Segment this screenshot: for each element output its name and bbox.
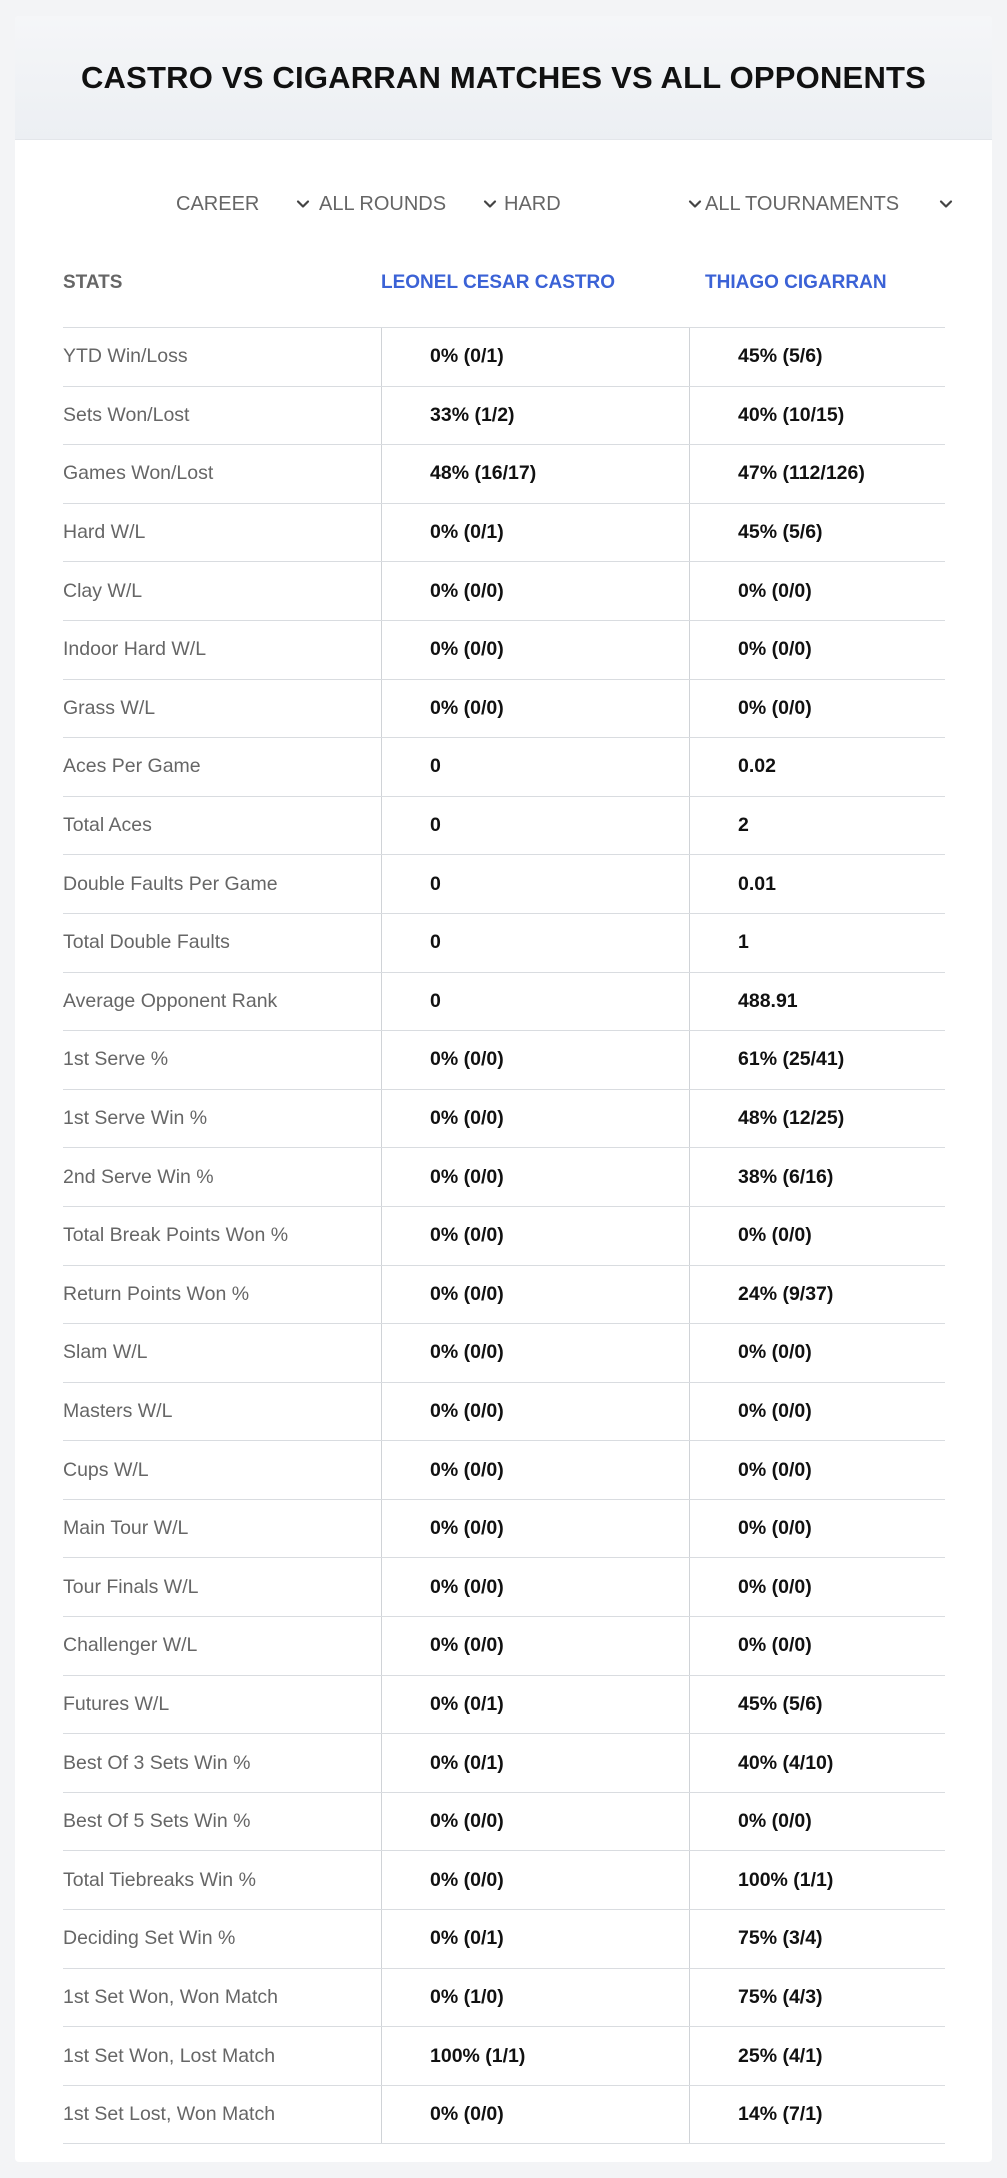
player2-stat-value: 14% (7/1)	[689, 2086, 945, 2144]
player1-stat-value: 0% (0/0)	[381, 1148, 689, 1206]
stat-label: Masters W/L	[63, 1399, 173, 1422]
player2-stat-value: 47% (112/126)	[689, 445, 945, 503]
stat-label: Best Of 5 Sets Win %	[63, 1810, 251, 1833]
table-row	[63, 621, 945, 680]
stat-label: Indoor Hard W/L	[63, 638, 207, 661]
player2-stat-value: 2	[689, 797, 945, 855]
player2-stat-value: 1	[689, 914, 945, 972]
chevron-down-icon	[481, 195, 499, 213]
table-row	[63, 1793, 945, 1852]
table-header	[63, 244, 945, 328]
table-row	[63, 1500, 945, 1559]
stat-label: Slam W/L	[63, 1341, 148, 1364]
table-row	[63, 1031, 945, 1090]
stat-label: Games Won/Lost	[63, 462, 214, 485]
player2-stat-value: 0% (0/0)	[689, 1324, 945, 1382]
player1-stat-value: 0% (0/1)	[381, 504, 689, 562]
stat-label: Tour Finals W/L	[63, 1575, 199, 1598]
stat-label: Grass W/L	[63, 696, 156, 719]
stat-label: Total Aces	[63, 814, 152, 837]
stats-column-header: STATS	[63, 272, 123, 293]
stat-label: Clay W/L	[63, 579, 143, 602]
player2-stat-value: 0% (0/0)	[689, 562, 945, 620]
player2-stat-value: 75% (3/4)	[689, 1910, 945, 1968]
table-row	[63, 1617, 945, 1676]
player2-stat-value: 100% (1/1)	[689, 1851, 945, 1909]
player1-stat-value: 33% (1/2)	[381, 387, 689, 445]
player1-stat-value: 0% (0/0)	[381, 1031, 689, 1089]
stat-label: 1st Set Won, Lost Match	[63, 2044, 276, 2067]
stat-label: Cups W/L	[63, 1458, 149, 1481]
table-row	[63, 1441, 945, 1500]
filter-period-select[interactable]	[176, 184, 312, 224]
table-row	[63, 1266, 945, 1325]
stat-label: YTD Win/Loss	[63, 345, 188, 368]
table-row	[63, 1148, 945, 1207]
player1-stat-value: 0	[381, 797, 689, 855]
table-row	[63, 1969, 945, 2028]
table-row	[63, 1383, 945, 1442]
chevron-down-icon	[937, 195, 955, 213]
filter-bar	[15, 184, 992, 224]
player1-stat-value: 0% (0/0)	[381, 1617, 689, 1675]
stat-label: Total Break Points Won %	[63, 1224, 289, 1247]
filter-period-value: CAREER	[176, 192, 260, 215]
table-row	[63, 1734, 945, 1793]
player2-stat-value: 0.01	[689, 855, 945, 913]
table-body	[63, 328, 945, 2144]
player2-stat-value: 48% (12/25)	[689, 1090, 945, 1148]
player2-stat-value: 0% (0/0)	[689, 1207, 945, 1265]
player2-stat-value: 75% (4/3)	[689, 1969, 945, 2027]
player1-stat-value: 0% (0/1)	[381, 1734, 689, 1792]
player1-stat-value: 100% (1/1)	[381, 2027, 689, 2085]
stat-label: Best Of 3 Sets Win %	[63, 1751, 251, 1774]
player2-stat-value: 45% (5/6)	[689, 1676, 945, 1734]
stat-label: Average Opponent Rank	[63, 989, 278, 1012]
filter-surface-select[interactable]	[504, 184, 704, 224]
player2-stat-value: 0% (0/0)	[689, 1500, 945, 1558]
table-row	[63, 1207, 945, 1266]
player1-stat-value: 0	[381, 914, 689, 972]
table-row	[63, 680, 945, 739]
stat-label: 2nd Serve Win %	[63, 1165, 214, 1188]
table-row	[63, 1324, 945, 1383]
stat-label: 1st Serve %	[63, 1048, 169, 1071]
player2-column-header[interactable]: THIAGO CIGARRAN	[705, 272, 887, 293]
player1-stat-value: 0	[381, 738, 689, 796]
table-row	[63, 973, 945, 1032]
player1-stat-value: 0% (0/0)	[381, 621, 689, 679]
player1-stat-value: 0% (0/1)	[381, 1910, 689, 1968]
stat-label: 1st Set Lost, Won Match	[63, 2103, 276, 2126]
player2-stat-value: 0% (0/0)	[689, 1441, 945, 1499]
stat-label: Futures W/L	[63, 1692, 170, 1715]
player2-stat-value: 25% (4/1)	[689, 2027, 945, 2085]
player2-stat-value: 488.91	[689, 973, 945, 1031]
filter-tournament-select[interactable]	[705, 184, 955, 224]
table-row	[63, 914, 945, 973]
player1-stat-value: 0% (0/1)	[381, 328, 689, 386]
stat-label: Double Faults Per Game	[63, 872, 278, 895]
table-row	[63, 2027, 945, 2086]
player2-stat-value: 61% (25/41)	[689, 1031, 945, 1089]
stat-label: Aces Per Game	[63, 755, 201, 778]
player2-stat-value: 40% (10/15)	[689, 387, 945, 445]
stat-label: Total Tiebreaks Win %	[63, 1868, 256, 1891]
table-row	[63, 797, 945, 856]
page-header	[15, 16, 992, 140]
stat-label: Return Points Won %	[63, 1282, 250, 1305]
stat-label: Hard W/L	[63, 521, 146, 544]
player2-stat-value: 45% (5/6)	[689, 328, 945, 386]
filter-surface-value: HARD	[504, 192, 561, 215]
stats-card	[15, 16, 992, 2162]
player1-stat-value: 0% (0/0)	[381, 1558, 689, 1616]
player1-stat-value: 0% (0/0)	[381, 2086, 689, 2144]
player1-stat-value: 0% (0/0)	[381, 562, 689, 620]
filter-round-select[interactable]	[319, 184, 499, 224]
player1-stat-value: 0% (0/0)	[381, 1383, 689, 1441]
player1-stat-value: 0% (0/0)	[381, 1324, 689, 1382]
page-title: CASTRO VS CIGARRAN MATCHES VS ALL OPPONENTS	[80, 59, 927, 95]
filter-round-value: ALL ROUNDS	[319, 192, 447, 215]
table-row	[63, 1676, 945, 1735]
stat-label: Deciding Set Win %	[63, 1927, 236, 1950]
player1-stat-value: 0% (0/0)	[381, 1441, 689, 1499]
player2-stat-value: 0% (0/0)	[689, 621, 945, 679]
player1-stat-value: 0% (0/0)	[381, 1500, 689, 1558]
filter-tournament-value: ALL TOURNAMENTS	[705, 192, 900, 215]
player1-stat-value: 0% (0/0)	[381, 1851, 689, 1909]
stat-label: 1st Serve Win %	[63, 1107, 208, 1130]
player1-stat-value: 0	[381, 973, 689, 1031]
player2-stat-value: 0% (0/0)	[689, 680, 945, 738]
stats-table	[63, 244, 945, 2144]
player1-stat-value: 0% (0/0)	[381, 1207, 689, 1265]
player1-stat-value: 0% (0/0)	[381, 680, 689, 738]
chevron-down-icon	[686, 195, 704, 213]
table-row	[63, 738, 945, 797]
table-row	[63, 1851, 945, 1910]
player2-stat-value: 0% (0/0)	[689, 1558, 945, 1616]
table-row	[63, 387, 945, 446]
table-row	[63, 1558, 945, 1617]
chevron-down-icon	[294, 195, 312, 213]
stat-label: Main Tour W/L	[63, 1517, 189, 1540]
stat-label: 1st Set Won, Won Match	[63, 1985, 278, 2008]
player2-stat-value: 0% (0/0)	[689, 1383, 945, 1441]
player2-stat-value: 0% (0/0)	[689, 1617, 945, 1675]
table-row	[63, 562, 945, 621]
player1-stat-value: 0% (0/1)	[381, 1676, 689, 1734]
table-row	[63, 1090, 945, 1149]
player2-stat-value: 0.02	[689, 738, 945, 796]
stat-label: Total Double Faults	[63, 931, 230, 954]
player2-stat-value: 0% (0/0)	[689, 1793, 945, 1851]
table-row	[63, 1910, 945, 1969]
table-row	[63, 445, 945, 504]
table-row	[63, 855, 945, 914]
player1-stat-value: 0% (0/0)	[381, 1090, 689, 1148]
player1-stat-value: 0% (1/0)	[381, 1969, 689, 2027]
player1-stat-value: 48% (16/17)	[381, 445, 689, 503]
player2-stat-value: 38% (6/16)	[689, 1148, 945, 1206]
table-row	[63, 504, 945, 563]
player1-stat-value: 0% (0/0)	[381, 1266, 689, 1324]
player2-stat-value: 24% (9/37)	[689, 1266, 945, 1324]
player1-stat-value: 0	[381, 855, 689, 913]
player1-column-header[interactable]: LEONEL CESAR CASTRO	[381, 272, 616, 293]
player1-stat-value: 0% (0/0)	[381, 1793, 689, 1851]
stat-label: Challenger W/L	[63, 1634, 198, 1657]
player2-stat-value: 40% (4/10)	[689, 1734, 945, 1792]
table-row	[63, 2086, 945, 2145]
player2-stat-value: 45% (5/6)	[689, 504, 945, 562]
stat-label: Sets Won/Lost	[63, 403, 190, 426]
table-row	[63, 328, 945, 387]
